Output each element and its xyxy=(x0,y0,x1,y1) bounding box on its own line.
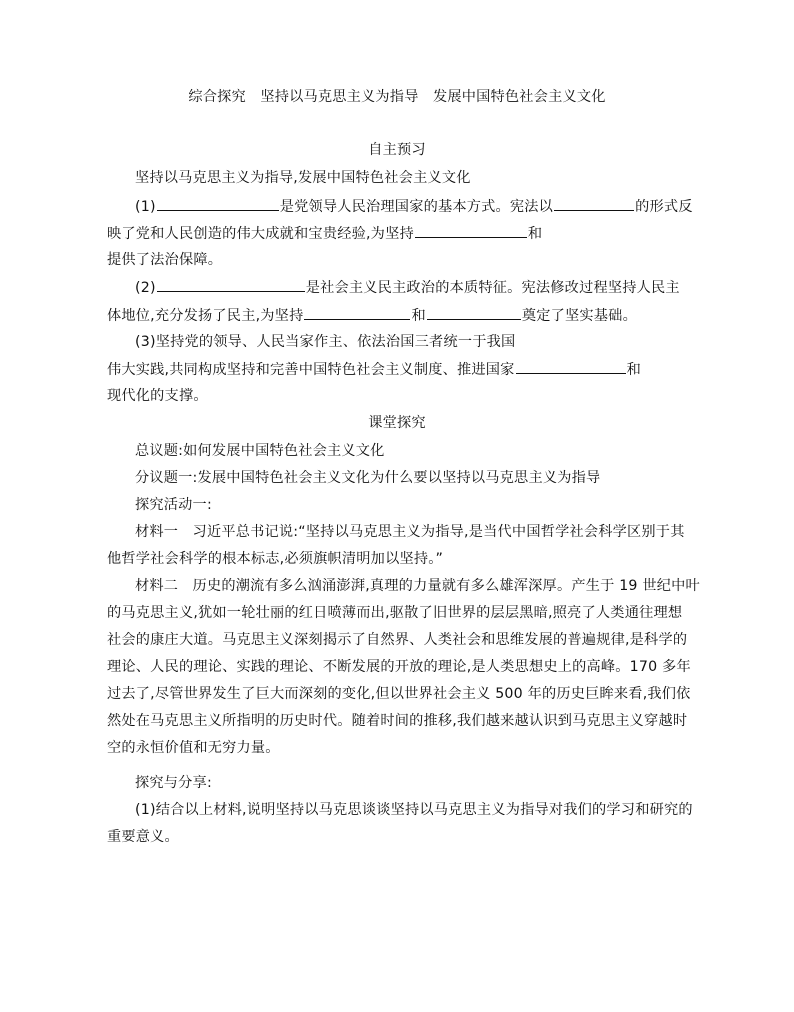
blank-line xyxy=(157,277,305,292)
question-1-line-1: (1)结合以上材料,说明坚持以马克思谈谈坚持以马克思主义为指导对我们的学习和研究的 xyxy=(135,802,693,818)
item-text: 和 xyxy=(411,308,426,324)
blank-line xyxy=(554,196,634,211)
material-1-line-1: 材料一 习近平总书记说:“坚持以马克思主义为指导,是当代中国哲学社会科学区别于其 xyxy=(135,524,685,540)
activity-heading: 探究活动一: xyxy=(135,497,212,513)
preview-item-3-line-3: 现代化的支撑。 xyxy=(107,388,208,404)
preview-item-2-line-2 xyxy=(107,305,637,326)
document-title: 综合探究 坚持以马克思主义为指导 发展中国特色社会主义文化 xyxy=(188,89,606,105)
blank-line xyxy=(415,223,527,238)
material-2-line-3: 社会的康庄大道。马克思主义深刻揭示了自然界、人类社会和思维发展的普遍规律,是科学的 xyxy=(107,632,688,648)
item-text: 的形式反 xyxy=(635,199,693,215)
item-text: 是社会主义民主政治的本质特征。宪法修改过程坚持人民主 xyxy=(305,280,680,296)
material-2-line-4: 理论、人民的理论、实践的理论、不断发展的开放的理论,是人类思想史上的高峰。170 多年 xyxy=(107,659,691,675)
share-heading: 探究与分享: xyxy=(135,775,212,791)
question-1-line-2: 重要意义。 xyxy=(107,829,179,845)
main-topic: 总议题:如何发展中国特色社会主义文化 xyxy=(135,443,385,459)
material-2-line-2: 的马克思主义,犹如一轮壮丽的红日喷薄而出,驱散了旧世界的层层黑暗,照亮了人类通往理想 xyxy=(107,605,683,621)
item-number: (2) xyxy=(135,280,156,296)
item-text: 映了党和人民创造的伟大成就和宝贵经验,为坚持 xyxy=(107,226,414,242)
preview-item-1-line-1 xyxy=(135,196,693,217)
material-2-line-1: 材料二 历史的潮流有多么汹涌澎湃,真理的力量就有多么雄浑深厚。产生于 19 世纪中叶 xyxy=(135,578,700,594)
blank-line xyxy=(427,305,521,320)
preview-item-1-line-2 xyxy=(107,223,542,244)
section-heading-classroom: 课堂探究 xyxy=(368,415,426,431)
item-text: 体地位,充分发扬了民主,为坚持 xyxy=(107,308,304,324)
blank-line xyxy=(157,196,279,211)
preview-topic: 坚持以马克思主义为指导,发展中国特色社会主义文化 xyxy=(135,170,471,186)
material-2-line-6: 然处在马克思主义所指明的历史时代。随着时间的推移,我们越来越认识到马克思主义穿越时 xyxy=(107,713,688,729)
material-1-line-2: 他哲学社会科学的根本标志,必须旗帜清明加以坚持。” xyxy=(107,551,444,567)
blank-line xyxy=(304,305,410,320)
material-2-line-7: 空的永恒价值和无穷力量。 xyxy=(107,740,280,756)
item-text: 奠定了坚实基础。 xyxy=(521,308,637,324)
item-number: (1) xyxy=(135,199,156,215)
preview-item-2-line-1 xyxy=(135,277,680,298)
preview-item-3-line-2 xyxy=(107,359,641,380)
preview-item-3-line-1: (3)坚持党的领导、人民当家作主、依法治国三者统一于我国 xyxy=(135,334,516,350)
blank-line xyxy=(516,359,626,374)
item-text: 和 xyxy=(527,226,543,242)
section-heading-preview: 自主预习 xyxy=(368,142,426,158)
item-text: 伟大实践,共同构成坚持和完善中国特色社会主义制度、推进国家 xyxy=(107,362,515,378)
item-text: 是党领导人民治理国家的基本方式。宪法以 xyxy=(279,199,554,215)
item-text: 和 xyxy=(626,362,641,378)
sub-topic: 分议题一:发展中国特色社会主义文化为什么要以坚持以马克思主义为指导 xyxy=(135,470,601,486)
preview-item-1-line-3: 提供了法治保障。 xyxy=(107,252,223,268)
material-2-line-5: 过去了,尽管世界发生了巨大而深刻的变化,但以世界社会主义 500 年的历史巨眸来看,我们依 xyxy=(107,686,691,702)
